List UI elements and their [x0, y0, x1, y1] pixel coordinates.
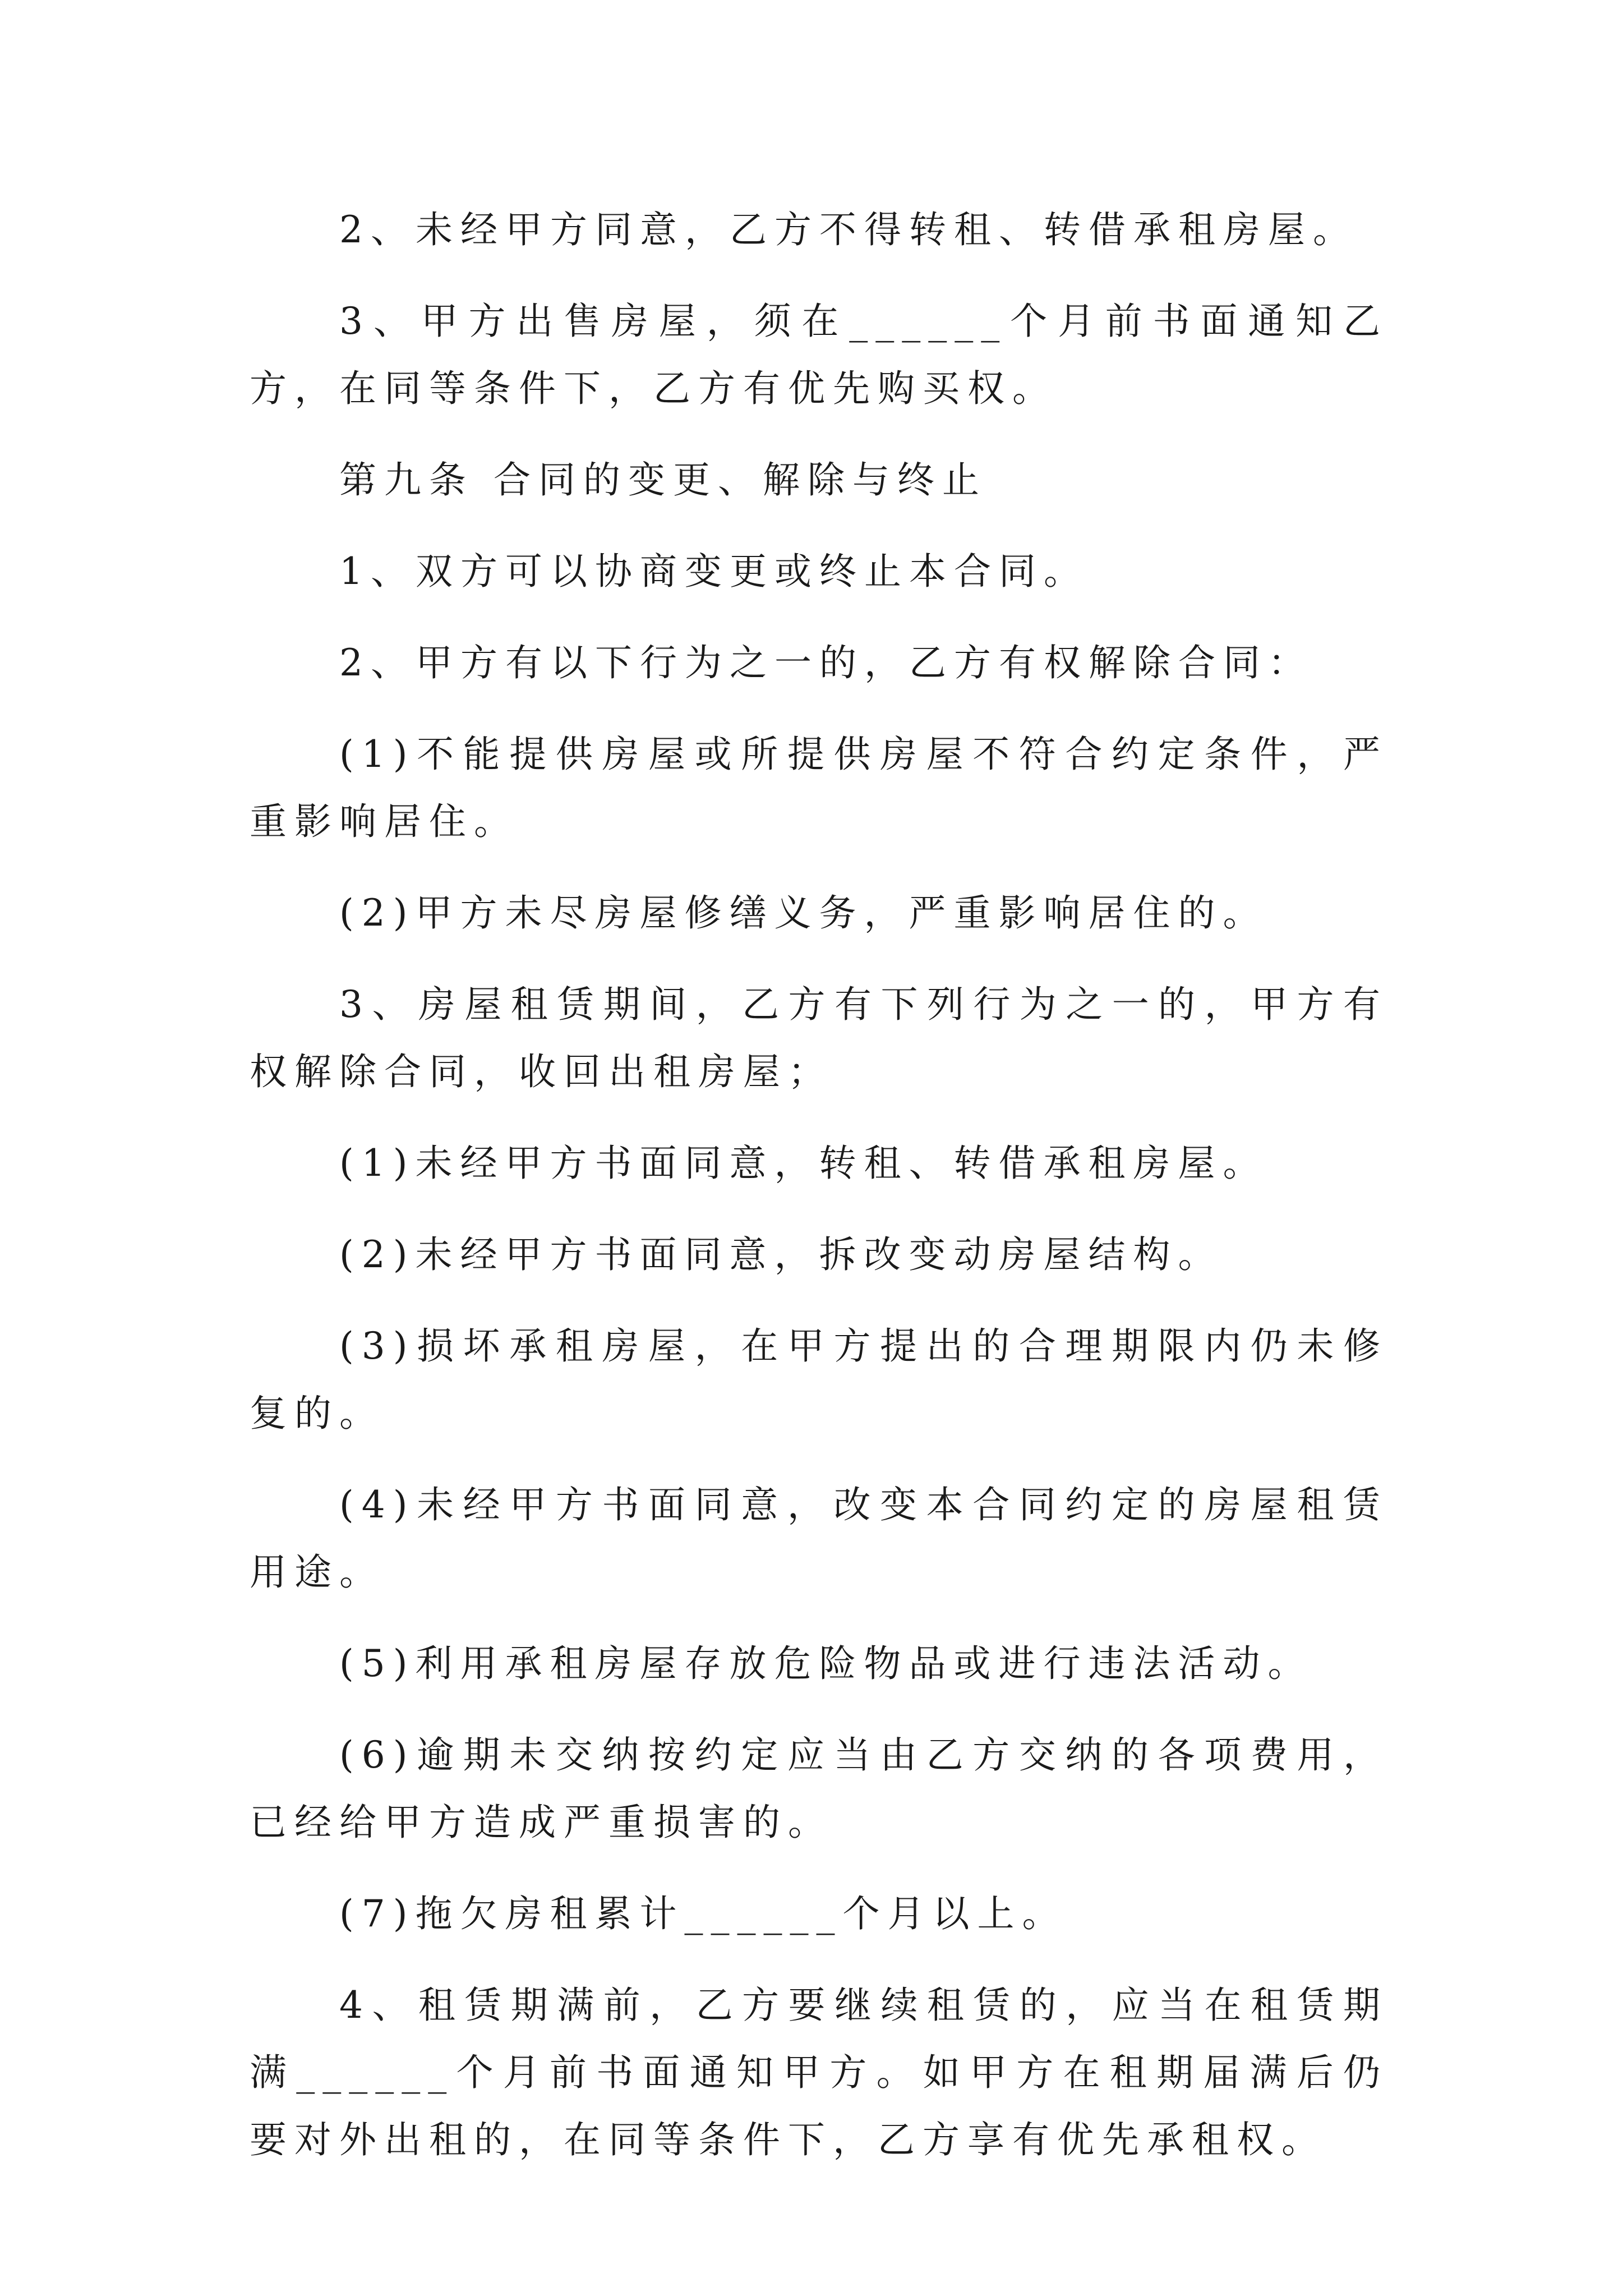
- clause-item: (6)逾期未交纳按约定应当由乙方交纳的各项费用，已经给甲方造成严重损害的。: [250, 1733, 1388, 1844]
- clause-item: (2)未经甲方书面同意，拆改变动房屋结构。: [339, 1233, 1223, 1276]
- clause-item: (1)未经甲方书面同意，转租、转借承租房屋。: [339, 1142, 1268, 1185]
- clause-paragraph: 3、甲方出售房屋，须在______个月前书面通知乙方，在同等条件下，乙方有优先购买权。: [250, 300, 1388, 410]
- clause-item: (2)甲方未尽房屋修缮义务，严重影响居住的。: [339, 891, 1268, 935]
- clause-paragraph: 4、租赁期满前，乙方要继续租赁的，应当在租赁期满______个月前书面通知甲方。如甲方在租期届满后仍要对外出租的，在同等条件下，乙方享有优先承租权。: [250, 1984, 1388, 2161]
- clause-paragraph: 1、双方可以协商变更或终止本合同。: [339, 550, 1089, 593]
- clause-item: (5)利用承租房屋存放危险物品或进行违法活动。: [339, 1642, 1313, 1685]
- clause-item: (4)未经甲方书面同意，改变本合同约定的房屋租赁用途。: [250, 1483, 1388, 1594]
- clause-paragraph: 2、未经甲方同意，乙方不得转租、转借承租房屋。: [339, 208, 1358, 251]
- document-body: [250, 196, 1388, 2198]
- clause-paragraph: 2、甲方有以下行为之一的，乙方有权解除合同：: [339, 641, 1313, 684]
- clause-item: (7)拖欠房租累计______个月以上。: [339, 1892, 1067, 1935]
- clause-item: (1)不能提供房屋或所提供房屋不符合约定条件，严重影响居住。: [250, 733, 1388, 843]
- clause-item: (3)损坏承租房屋，在甲方提出的合理期限内仍未修复的。: [250, 1324, 1388, 1435]
- clause-paragraph: 3、房屋租赁期间，乙方有下列行为之一的，甲方有权解除合同，收回出租房屋；: [250, 983, 1388, 1093]
- article-heading: 第九条 合同的变更、解除与终止: [339, 458, 987, 501]
